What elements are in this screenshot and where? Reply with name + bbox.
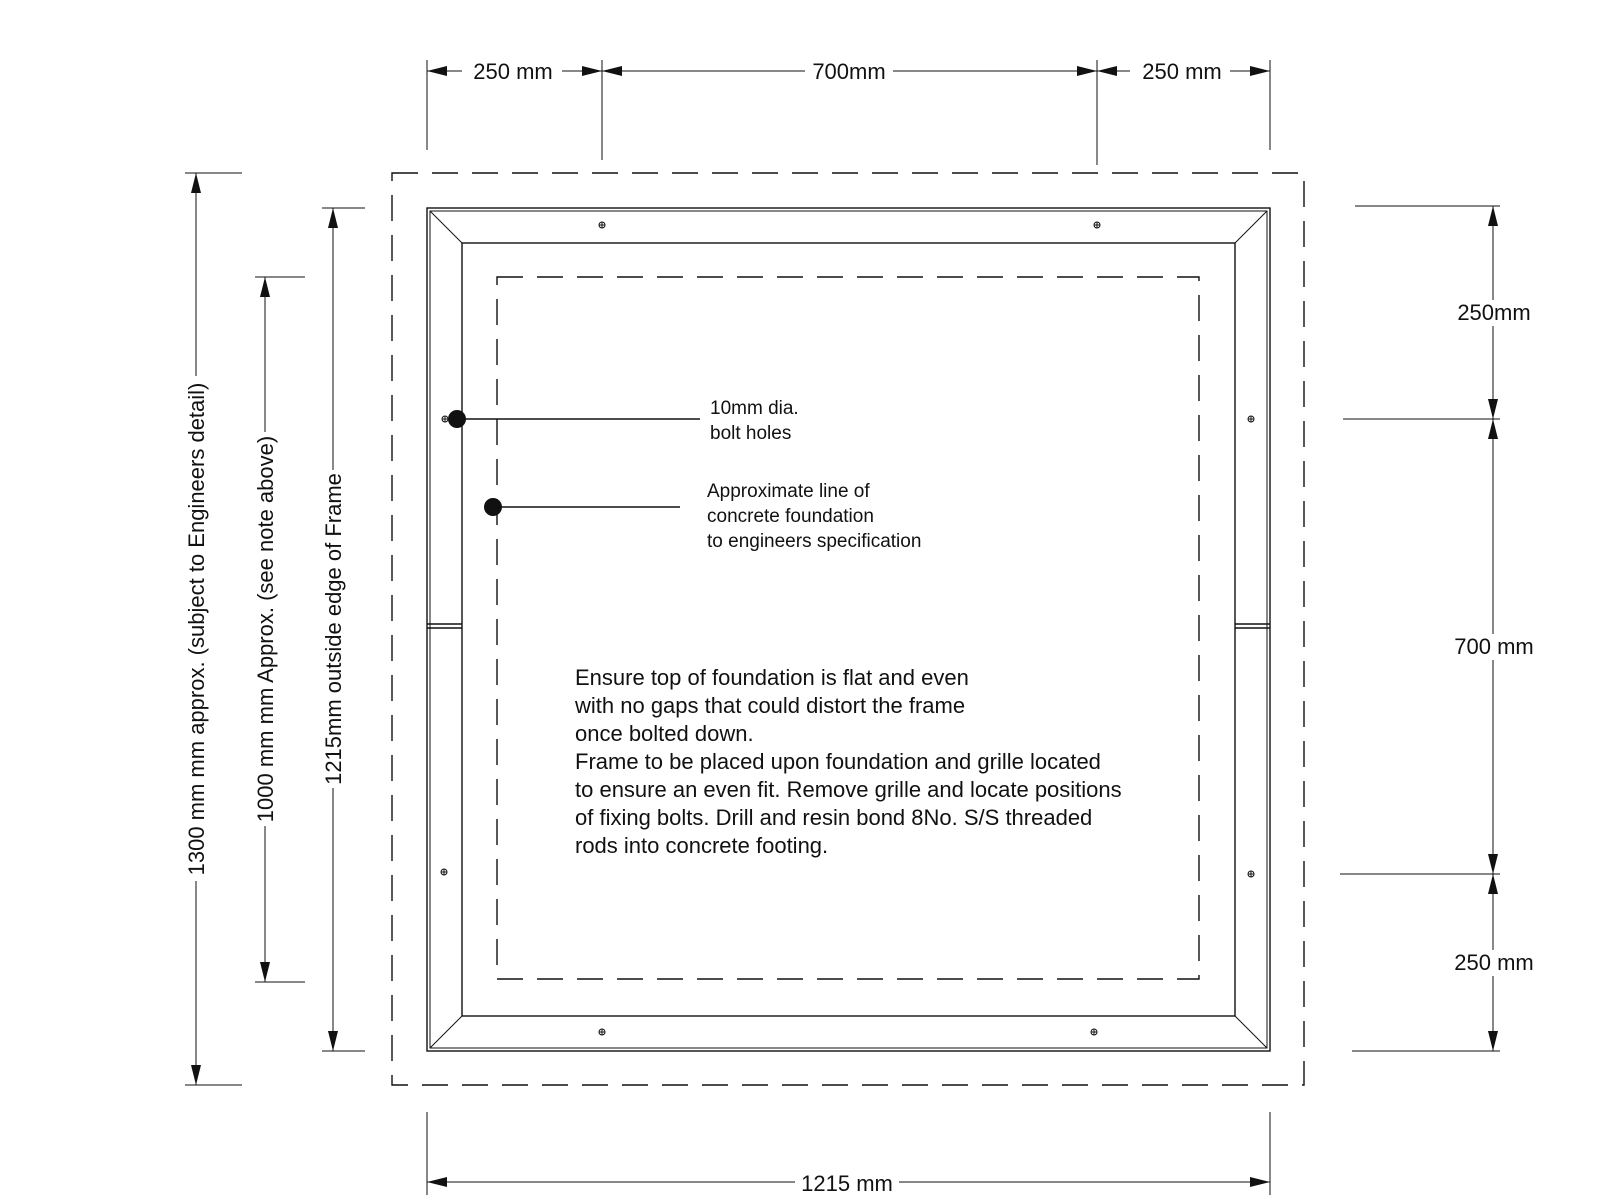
- bolt-marker-icon: [1248, 871, 1254, 877]
- foundation-label-line: to engineers specification: [707, 531, 922, 552]
- frame-outer-edge: [427, 208, 1270, 1051]
- foundation-line-callout: [484, 481, 921, 552]
- note-line: once bolted down.: [575, 721, 754, 746]
- frame-corner-line: [430, 211, 462, 243]
- bolt-holes-label-line: bolt holes: [710, 423, 792, 444]
- note-line: with no gaps that could distort the frame: [575, 693, 966, 718]
- frame-corner-line: [1235, 211, 1267, 243]
- frame-inner-edge: [462, 243, 1235, 1016]
- bolt-marker-icon: [442, 416, 448, 422]
- foundation-label-line: concrete foundation: [707, 506, 874, 527]
- dim-right-top: 250mm: [1457, 300, 1531, 325]
- bolt-marker-icon: [599, 222, 605, 228]
- dim-left-middle: 1000 mm mm Approx. (see note above): [253, 435, 278, 823]
- right-dimensions: [1340, 206, 1540, 1051]
- bolt-marker-icon: [1091, 1029, 1097, 1035]
- installation-note: [574, 665, 1122, 858]
- note-line: to ensure an even fit. Remove grille and locate positions: [575, 777, 1122, 802]
- dim-right-bottom: 250 mm: [1454, 950, 1534, 975]
- dim-left-outer: 1300 mm mm approx. (subject to Engineers detail): [184, 382, 209, 876]
- bolt-marker-icon: [1094, 222, 1100, 228]
- foundation-label-line: Approximate line of: [707, 481, 870, 502]
- frame-outer-edge-inner-line: [430, 211, 1267, 1048]
- frame-corner-line: [1235, 1016, 1267, 1048]
- bolt-marker-icon: [441, 869, 447, 875]
- dim-left-inner: 1215mm outside edge of Frame: [321, 473, 346, 785]
- dim-top-middle: 700mm: [812, 59, 886, 84]
- bolt-marker-icon: [599, 1029, 605, 1035]
- dim-bottom: 1215 mm: [801, 1171, 893, 1196]
- outer-foundation-outline: [392, 173, 1304, 1085]
- note-line: rods into concrete footing.: [575, 833, 829, 858]
- note-line: of fixing bolts. Drill and resin bond 8No. S/S threaded: [575, 805, 1093, 830]
- dim-right-middle: 700 mm: [1454, 634, 1534, 659]
- frame-corner-line: [430, 1016, 462, 1048]
- inner-foundation-line: [497, 277, 1199, 979]
- dim-top-right: 250 mm: [1142, 59, 1222, 84]
- frame: [427, 208, 1270, 1051]
- bottom-dimension: [427, 1112, 1270, 1196]
- bolt-marker-icon: [1248, 416, 1254, 422]
- note-line: Frame to be placed upon foundation and grille located: [575, 749, 1101, 774]
- top-dimensions: [427, 58, 1270, 165]
- left-dimensions: [181, 173, 365, 1085]
- bolt-holes-callout: [448, 398, 799, 444]
- bolt-holes-label-line: 10mm dia.: [710, 398, 799, 419]
- bolt-positions: [441, 222, 1254, 1035]
- note-line: Ensure top of foundation is flat and even: [575, 665, 969, 690]
- dim-top-left: 250 mm: [473, 59, 553, 84]
